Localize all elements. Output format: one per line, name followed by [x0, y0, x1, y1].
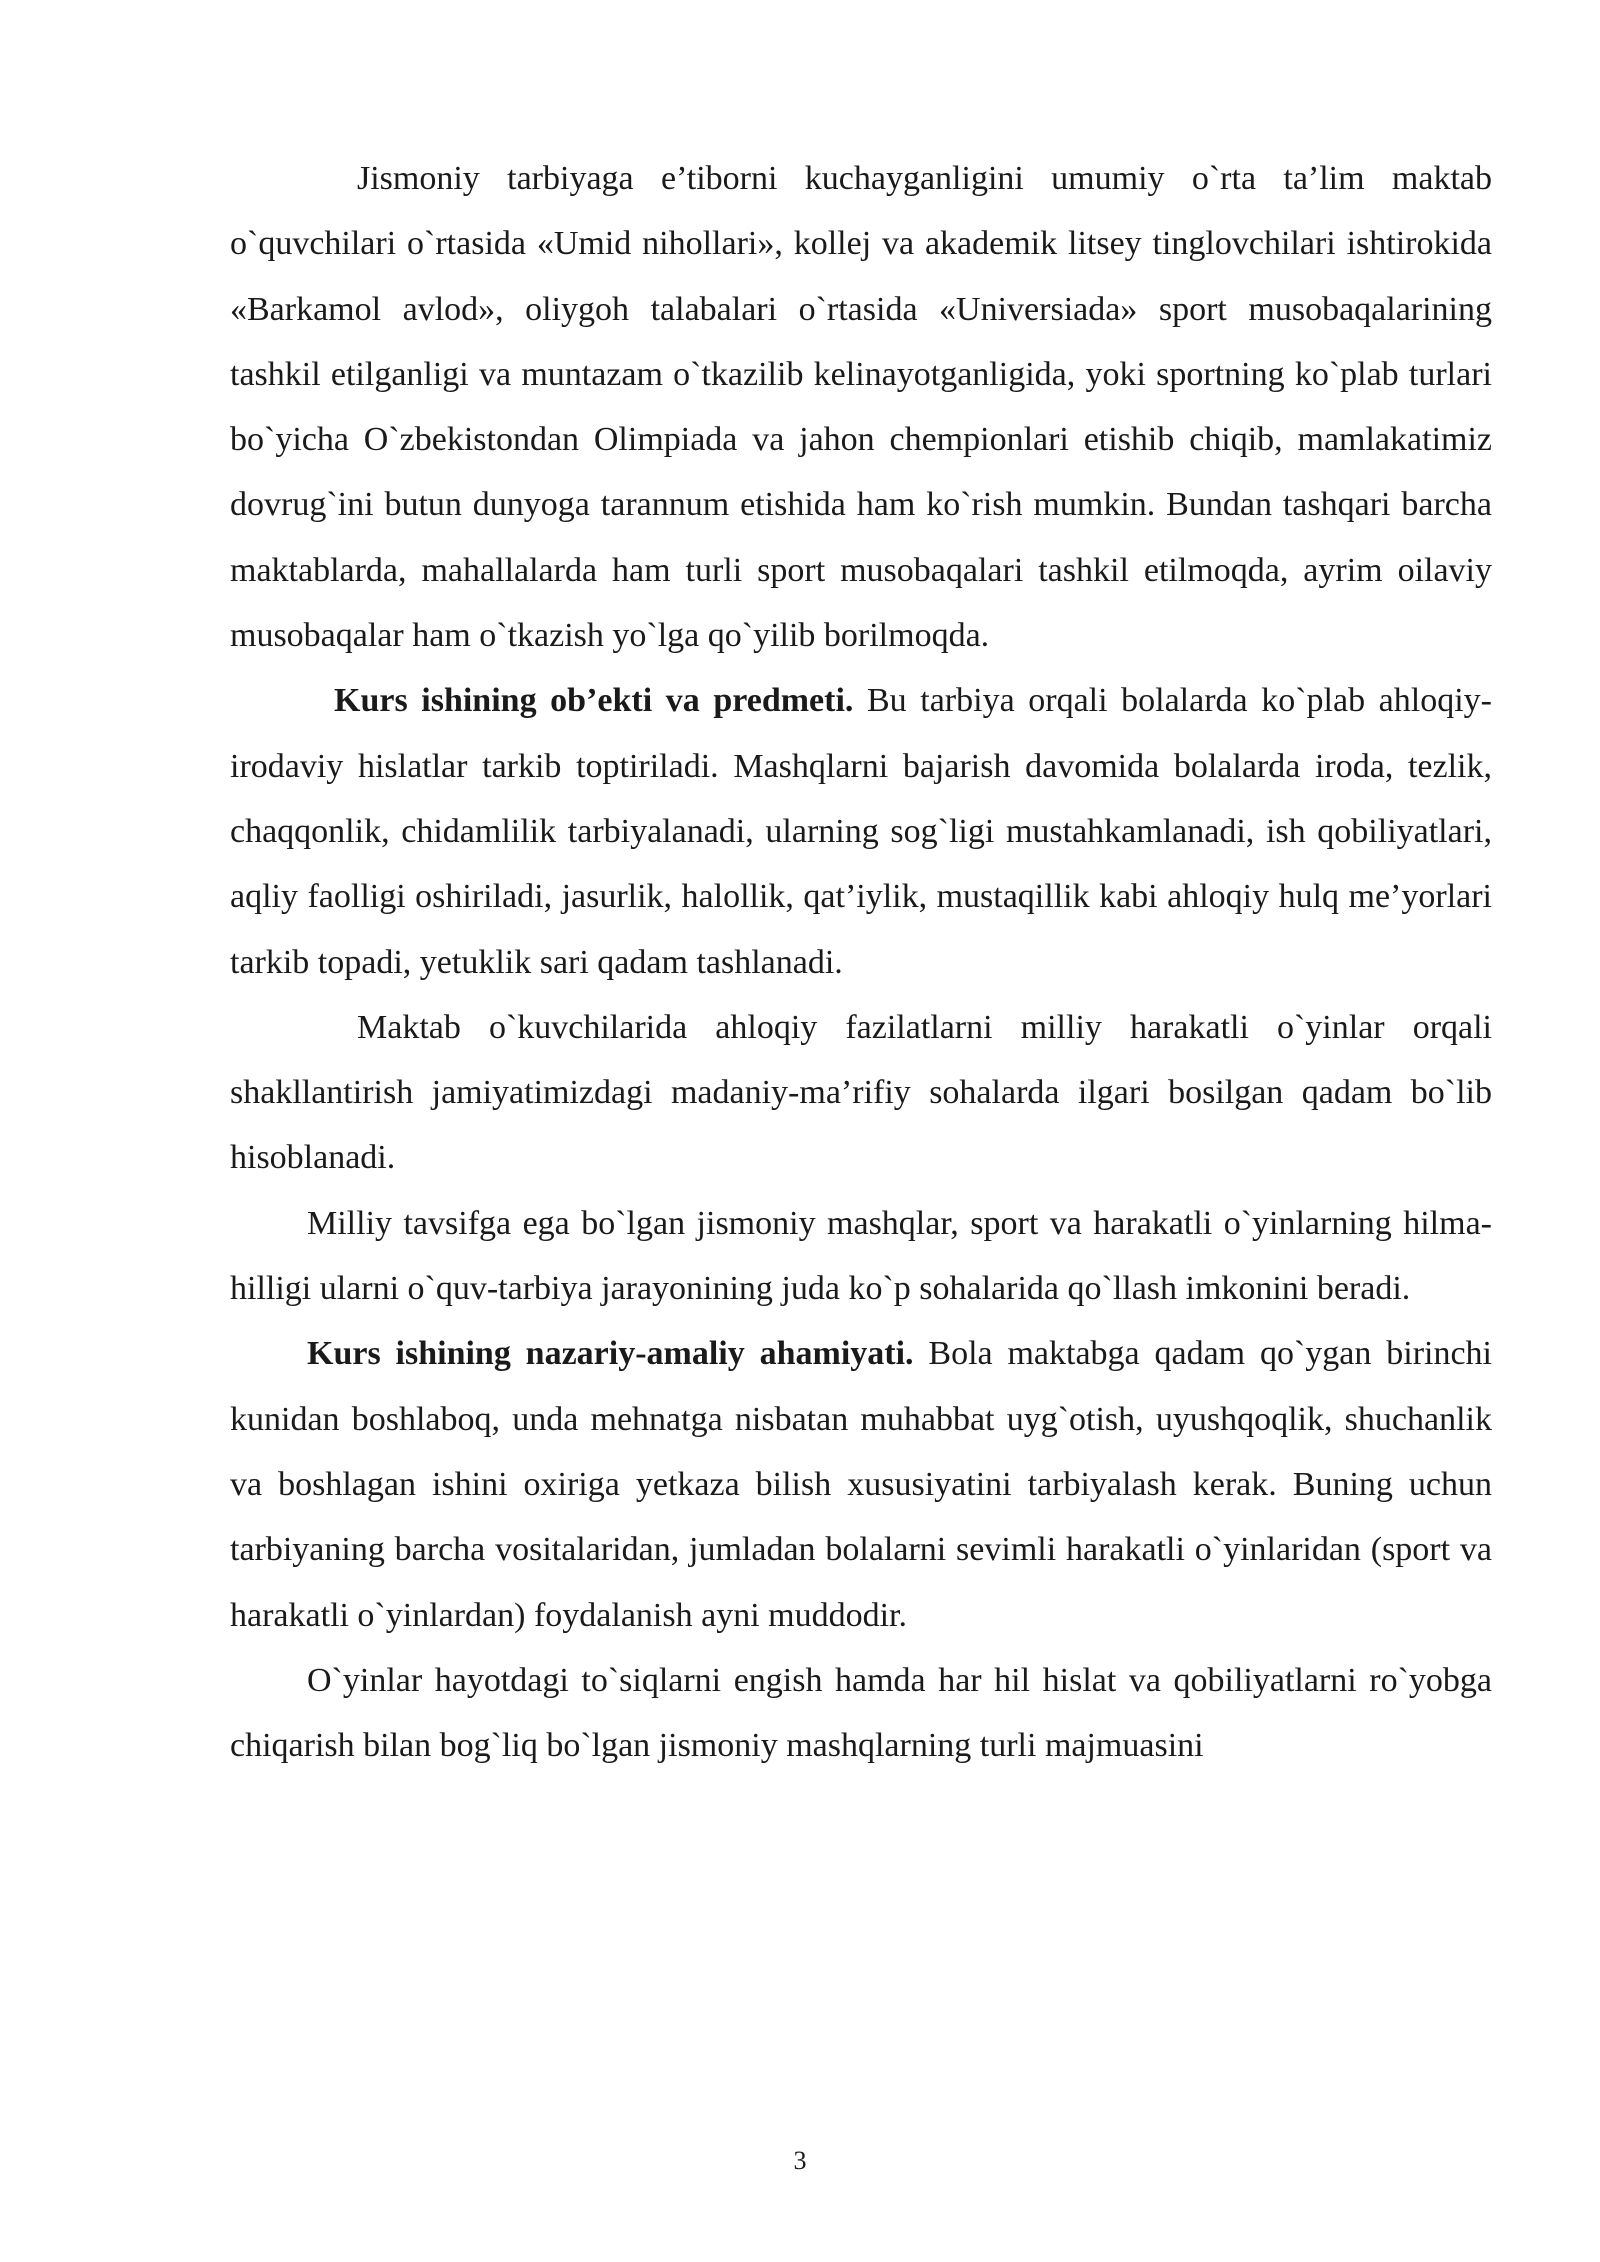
paragraph-5	[230, 1321, 1492, 1647]
paragraph-6	[230, 1648, 1492, 1779]
page-number: 3	[793, 2146, 807, 2175]
document-page	[230, 146, 1492, 1778]
paragraph-5-text: Bola maktabga qadam qo`ygan birinchi kunidan boshlaboq, unda mehnatga nisbatan muhabbat uyg`otish, uyushqoqlik, shuchanlik va boshlagan ishini oxiriga yetkaza bilish xususiyatini tarbiyalash kerak. Buning uchun tarbiyaning barcha vositalaridan, jumladan bolalarni sevimli harakatli o`yinlaridan (sport va harakatli o`yinlardan) foydalanish ayni muddodir.	[230, 1335, 1492, 1634]
paragraph-4-text: Milliy tavsifga ega bo`lgan jismoniy mashqlar, sport va harakatli o`yinlarning hilma-hilligi ularni o`quv-tarbiya jarayonining juda ko`p sohalarida qo`llash imkonini beradi.	[230, 1204, 1492, 1308]
paragraph-4	[230, 1191, 1492, 1322]
section-heading-object-subject: Kurs ishining ob’ekti va predmeti.	[334, 682, 854, 720]
paragraph-3	[230, 995, 1492, 1191]
paragraph-1	[230, 146, 1492, 668]
paragraph-2	[230, 668, 1492, 994]
paragraph-1-text: Jismoniy tarbiyaga e’tiborni kuchayganligini umumiy o`rta ta’lim maktab o`quvchilari o`rtasida «Umid nihollari», kollej va akademik litsey tinglovchilari ishtirokida «Barkamol avlod», oliygoh talabalari o`rtasida «Universiada» sport musobaqalarining tashkil etilganligi va muntazam o`tkazilib kelinayotganligida, yoki sportning ko`plab turlari bo`yicha O`zbekistondan Olimpiada va jahon chempionlari etishib chiqib, mamlakatimiz dovrug`ini butun dunyoga tarannum etishida ham ko`rish mumkin. Bundan tashqari barcha maktablarda, mahallalarda ham turli sport musobaqalari tashkil etilmoqda, ayrim oilaviy musobaqalar ham o`tkazish yo`lga qo`yilib borilmoqda.	[230, 160, 1492, 655]
paragraph-2-text: Bu tarbiya orqali bolalarda ko`plab ahloqiy-irodaviy hislatlar tarkib toptiriladi. Mashqlarni bajarish davomida bolalarda iroda, tezlik, chaqqonlik, chidamlilik tarbiyalanadi, ularning sog`ligi mustahkamlanadi, ish qobiliyatlari, aqliy faolligi oshiriladi, jasurlik, halollik, qat’iylik, mustaqillik kabi ahloqiy hulq me’yorlari tarkib topadi, yetuklik sari qadam tashlanadi.	[230, 682, 1492, 981]
section-heading-theoretical-practical: Kurs ishining nazariy-amaliy ahamiyati.	[307, 1335, 914, 1373]
paragraph-6-text: O`yinlar hayotdagi to`siqlarni engish hamda har hil hislat va qobiliyatlarni ro`yobga chiqarish bilan bog`liq bo`lgan jismoniy mashqlarning turli majmuasini	[230, 1661, 1492, 1765]
paragraph-3-text: Maktab o`kuvchilarida ahloqiy fazilatlarni milliy harakatli o`yinlar orqali shakllantirish jamiyatimizdagi madaniy-ma’rifiy sohalarda ilgari bosilgan qadam bo`lib hisoblanadi.	[230, 1008, 1492, 1177]
